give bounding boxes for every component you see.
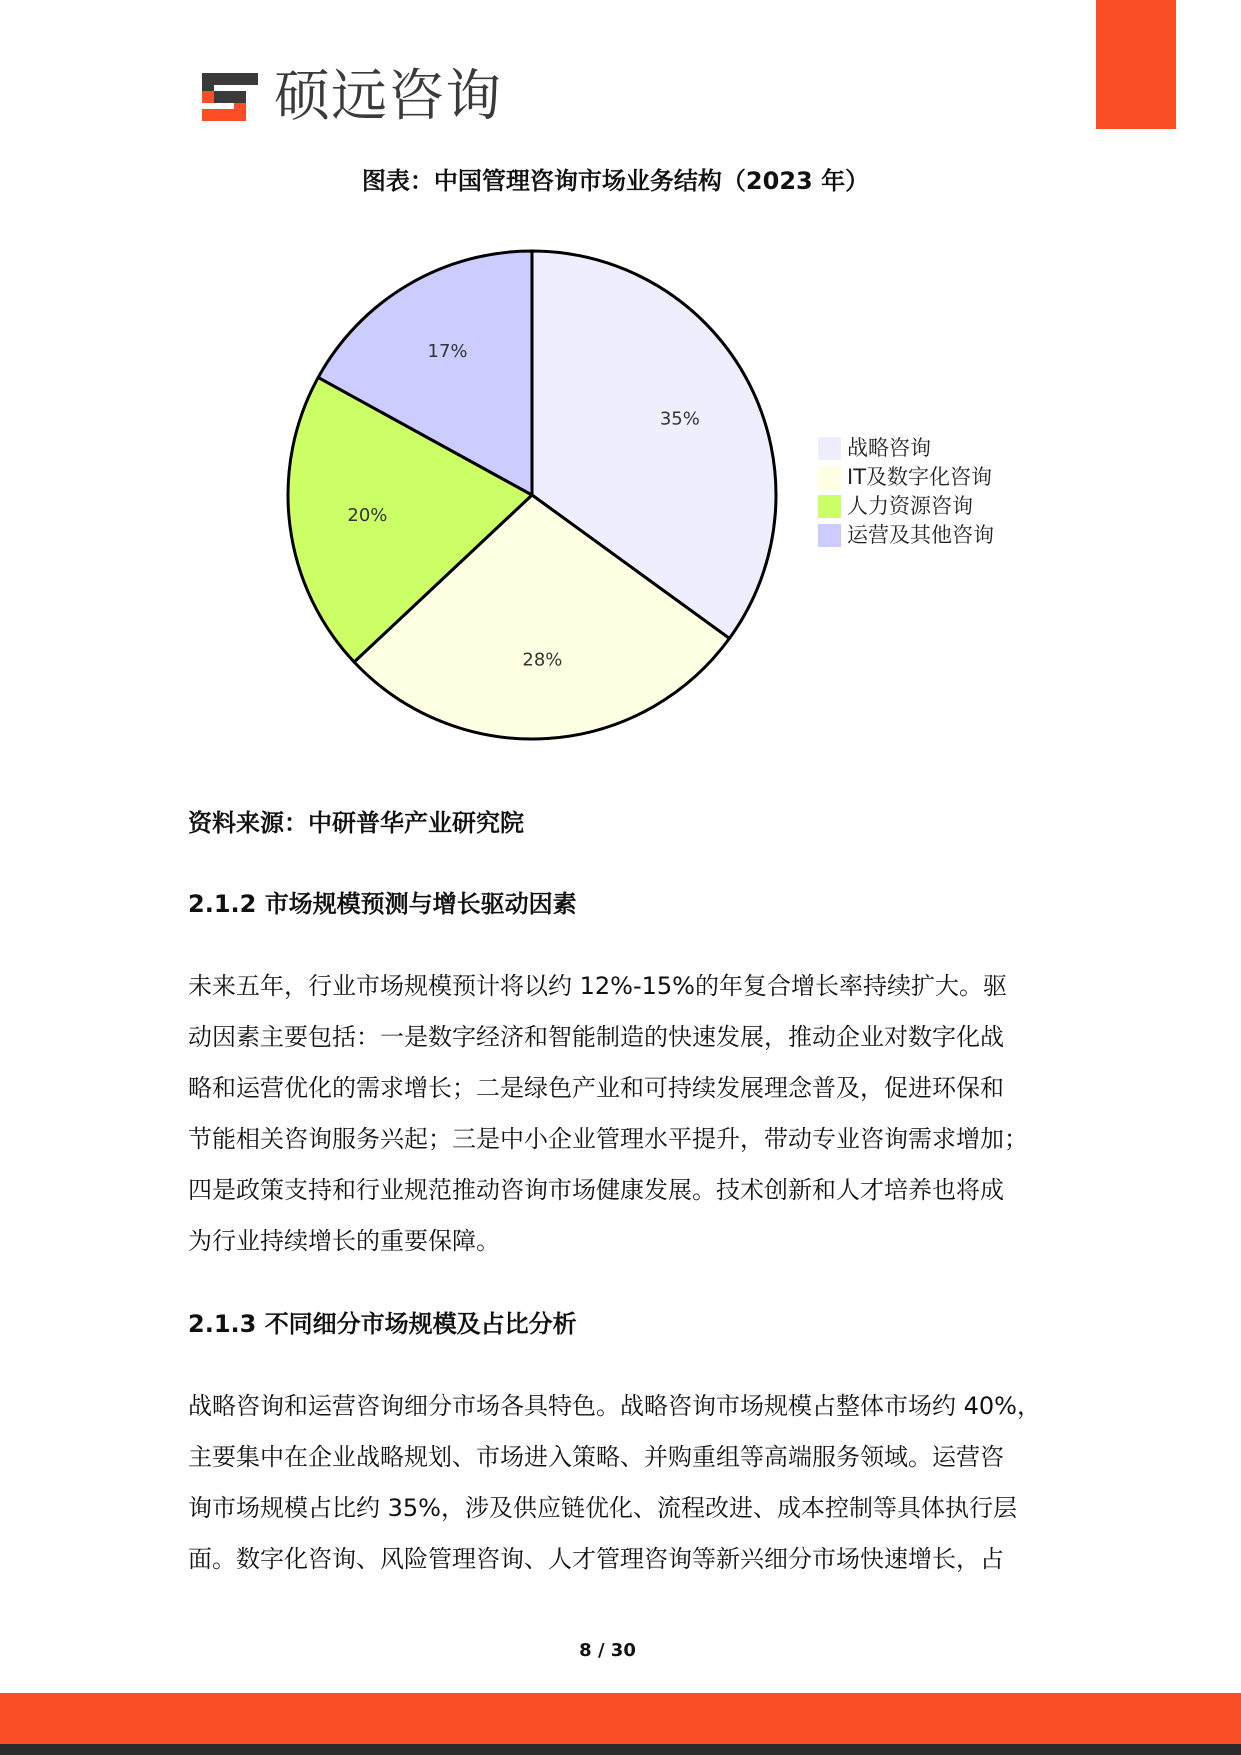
pie-chart: [280, 245, 784, 745]
legend-swatch: [818, 524, 841, 547]
paragraph-line: 四是政策支持和行业规范推动咨询市场健康发展。技术创新和人才培养也将成: [188, 1176, 1004, 1204]
logo-text: 硕远咨询: [274, 64, 502, 129]
pie-slice-label: 28%: [522, 649, 563, 671]
legend-item: [818, 492, 994, 521]
pie-slice-label: 20%: [347, 504, 388, 526]
logo-mark-icon: [200, 69, 260, 125]
legend-item: [818, 434, 994, 463]
paragraph-line: 面。数字化咨询、风险管理咨询、人才管理咨询等新兴细分市场快速增长，占: [188, 1545, 1004, 1573]
paragraph-line: 询市场规模占比约 35%，涉及供应链优化、流程改进、成本控制等具体执行层: [188, 1494, 1017, 1522]
legend-label: 运营及其他咨询: [847, 523, 994, 547]
chart-title: 图表：中国管理咨询市场业务结构（2023 年）: [361, 167, 870, 195]
legend-item: [818, 463, 994, 492]
paragraph: [188, 1381, 1041, 1585]
corner-accent-block: [1096, 0, 1176, 129]
paragraph-line: 动因素主要包括：一是数字经济和智能制造的快速发展，推动企业对数字化战: [188, 1023, 1004, 1051]
paragraph-line: 为行业持续增长的重要保障。: [188, 1227, 500, 1255]
paragraph-line: 未来五年，行业市场规模预计将以约 12%-15%的年复合增长率持续扩大。驱: [188, 972, 1007, 1000]
pie-slice-label: 35%: [659, 408, 700, 430]
paragraph-line: 战略咨询和运营咨询细分市场各具特色。战略咨询市场规模占整体市场约 40%，: [188, 1392, 1041, 1420]
paragraph-line: 节能相关咨询服务兴起；三是中小企业管理水平提升，带动专业咨询需求增加；: [188, 1125, 1028, 1153]
legend-swatch: [818, 495, 841, 518]
legend-item: [818, 521, 994, 550]
paragraph: [188, 961, 1028, 1267]
footer-dark-strip: [0, 1744, 1241, 1755]
footer-accent-bar: [0, 1693, 1241, 1744]
brand-logo: [200, 66, 502, 128]
chart-legend: [818, 434, 994, 550]
legend-label: 战略咨询: [847, 436, 931, 460]
legend-label: IT及数字化咨询: [847, 465, 993, 489]
section-heading: 2.1.2 市场规模预测与增长驱动因素: [188, 890, 577, 918]
paragraph-line: 略和运营优化的需求增长；二是绿色产业和可持续发展理念普及，促进环保和: [188, 1074, 1004, 1102]
chart-source: 资料来源：中研普华产业研究院: [188, 809, 524, 837]
legend-label: 人力资源咨询: [847, 494, 973, 518]
pie-slice-label: 17%: [427, 341, 468, 363]
page-number: 8 / 30: [579, 1640, 636, 1661]
section-heading: 2.1.3 不同细分市场规模及占比分析: [188, 1310, 577, 1338]
paragraph-line: 主要集中在企业战略规划、市场进入策略、并购重组等高端服务领域。运营咨: [188, 1443, 1004, 1471]
legend-swatch: [818, 466, 841, 489]
legend-swatch: [818, 437, 841, 460]
